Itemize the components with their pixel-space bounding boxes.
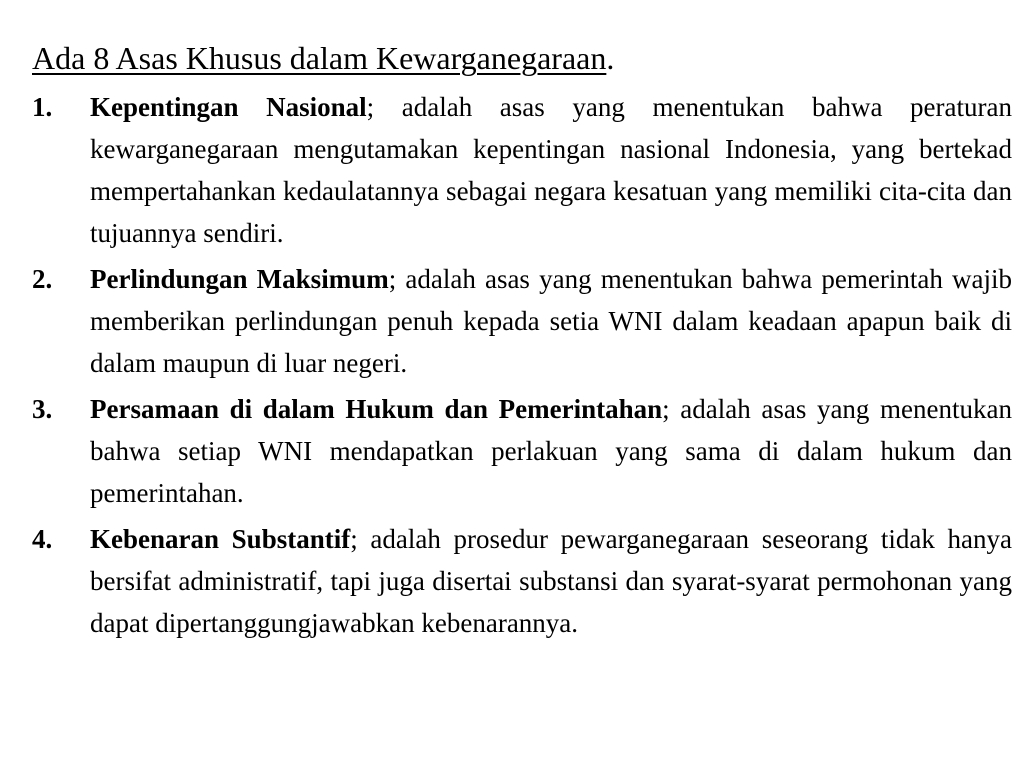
item-separator: ; [388, 264, 397, 294]
item-description: adalah asas yang menentukan bahwa setiap WNI mendapatkan perlakuan yang sama di dalam hukum dan pemerintahan. [90, 394, 1012, 508]
item-term: Persamaan di dalam Hukum dan Pemerintahan [90, 394, 663, 424]
item-number: 2. [32, 264, 53, 294]
list-item [32, 518, 1012, 644]
item-number: 4. [32, 524, 53, 554]
item-description: adalah prosedur pewarganegaraan seseorang tidak hanya bersifat administratif, tapi juga disertai substansi dan syarat-syarat permohonan yang dapat dipertanggungjawabkan kebenarannya. [90, 524, 1012, 638]
list-item [32, 388, 1012, 514]
item-term: Kebenaran Substantif [90, 524, 351, 554]
item-separator: ; [366, 92, 375, 122]
item-number: 3. [32, 394, 53, 424]
item-description: adalah asas yang menentukan bahwa peraturan kewarganegaraan mengutamakan kepentingan nasional Indonesia, yang bertekad mempertahankan kedaulatannya sebagai negara kesatuan yang memiliki cita-cita dan tujuannya sendiri. [90, 92, 1012, 248]
item-description: adalah asas yang menentukan bahwa pemerintah wajib memberikan perlindungan penuh kepada setia WNI dalam keadaan apapun baik di dalam maupun di luar negeri. [90, 264, 1012, 378]
list-item [32, 86, 1012, 254]
asas-list [32, 86, 1012, 644]
list-item [32, 258, 1012, 384]
item-term: Kepentingan Nasional [90, 92, 367, 122]
slide-title [32, 38, 1012, 78]
item-term: Perlindungan Maksimum [90, 264, 389, 294]
slide-title-suffix: . [606, 40, 615, 76]
item-separator: ; [662, 394, 670, 424]
item-number: 1. [32, 92, 53, 122]
slide-title-text: Ada 8 Asas Khusus dalam Kewarganegaraan [32, 40, 607, 76]
item-separator: ; [350, 524, 358, 554]
